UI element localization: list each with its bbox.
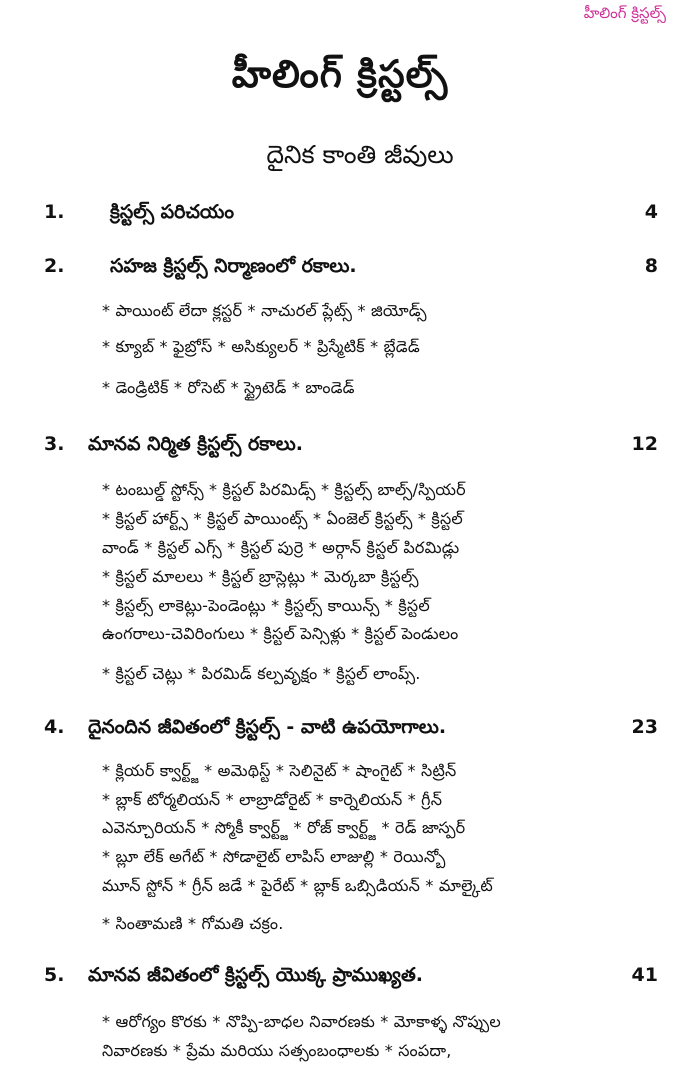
toc-subitem-line: * క్రిస్టల్ చెట్లు * పిరమిడ్ కల్పవృక్షం * క్రిస్టల్ లాంప్స్. xyxy=(102,664,421,683)
toc-entry-3[interactable] xyxy=(0,433,680,467)
toc-entry-number: 3. xyxy=(44,433,65,455)
toc-subitem-line: * క్రిస్టల్స్ లాకెట్లు-పెండెంట్లు * క్రిస్టల్స్ కాయిన్స్ * క్రిస్టల్ xyxy=(102,596,430,615)
toc-subitem-line: ఎవెన్చూరియన్ * స్మోకీ క్వార్ట్జ్ * రోజ్ క్వార్ట్జ్ * రెడ్ జాస్పర్ xyxy=(102,818,466,837)
toc-subitem-line: మూన్ స్టోన్ * గ్రీన్ జడే * పైరేట్ * బ్లాక్ ఒబ్సిడియన్ * మాల్కైట్ xyxy=(102,876,493,895)
toc-entry-2[interactable] xyxy=(0,255,680,289)
toc-entry-1[interactable] xyxy=(0,201,680,235)
running-header: హీలింగ్ క్రిస్టల్స్ xyxy=(583,4,666,22)
toc-entry-number: 4. xyxy=(44,716,65,738)
toc-subitem-line: * ఆరోగ్యం కొరకు * నొప్పి-బాధల నివారణకు * మోకాళ్ళ నొప్పుల xyxy=(102,1012,501,1031)
toc-subitem-line: * క్యూబ్ * ఫైబ్రోస్ * అసిక్యులర్ * ప్రిస్మేటిక్ * బ్లేడెడ్ xyxy=(102,337,420,356)
toc-subitem-line: * డెండ్రిటిక్ * రోసెట్ * స్ట్రైటెడ్ * బాండెడ్ xyxy=(102,378,355,397)
toc-subitem-line: * బ్లాక్ టోర్మలియన్ * లాబ్రాడోరైట్ * కార్నెలియన్ * గ్రీన్ xyxy=(102,790,443,809)
toc-entry-number: 5. xyxy=(44,964,65,986)
toc-subitem-line: నివారణకు * ప్రేమ మరియు సత్సంబంధాలకు * సంపదా, xyxy=(102,1041,452,1060)
toc-subitem-line: * పాయింట్ లేదా క్లస్టర్ * నాచురల్ ప్లేట్స్ * జియోడ్స్ xyxy=(102,301,427,320)
toc-subitem-line: * సింతామణి * గోమతి చక్రం. xyxy=(102,914,284,933)
toc-entry-title: దైనందిన జీవితంలో క్రిస్టల్స్ - వాటి ఉపయోగాలు. xyxy=(88,716,447,738)
toc-entry-page: 23 xyxy=(631,716,658,738)
subtitle: దైనిక కాంతి జీవులు xyxy=(266,140,454,169)
toc-entry-page: 4 xyxy=(644,201,658,223)
toc-subitem-line: * బ్లూ లేక్ అగేట్ * సోడాలైట్ లాపిస్ లాజుల్లి * రెయిన్బో xyxy=(102,847,446,866)
book-title: హీలింగ్ క్రిస్టల్స్ xyxy=(231,52,449,96)
toc-subitem-line: * క్రిస్టల్ మాలలు * క్రిస్టల్ బ్రాస్లెట్లు * మెర్కబా క్రిస్టల్స్ xyxy=(102,567,419,586)
toc-subitem-line: * క్రిస్టల్ హార్ట్స్ * క్రిస్టల్ పాయింట్స్ * ఏంజెల్ క్రిస్టల్స్ * క్రిస్టల్ xyxy=(102,509,463,528)
toc-entry-title: సహజ క్రిస్టల్స్ నిర్మాణంలో రకాలు. xyxy=(110,255,357,277)
toc-entry-page: 8 xyxy=(644,255,658,277)
toc-subitem-line: వాండ్ * క్రిస్టల్ ఎగ్స్ * క్రిస్టల్ పుర్రె * అర్గాన్ క్రిస్టల్ పిరమిడ్లు xyxy=(102,538,460,557)
toc-entry-page: 41 xyxy=(631,964,658,986)
toc-entry-5[interactable] xyxy=(0,964,680,998)
toc-subitem-line: * టంబుల్డ్ స్టోన్స్ * క్రిస్టల్ పిరమిడ్స్ * క్రిస్టల్స్ బాల్స్/స్పియర్ xyxy=(102,480,466,499)
toc-entry-title: మానవ జీవితంలో క్రిస్టల్స్ యొక్క ప్రాముఖ్యత. xyxy=(88,964,423,986)
toc-entry-title: క్రిస్టల్స్ పరిచయం xyxy=(110,201,234,223)
toc-entry-4[interactable] xyxy=(0,716,680,750)
toc-subitem-line: * క్లియర్ క్వార్ట్జ్ * అమెథిస్ట్ * సెలినైట్ * షాంగైట్ * సిట్రిన్ xyxy=(102,761,457,780)
toc-subitem-line: ఉంగరాలు-చెవిరింగులు * క్రిస్టల్ పెన్సిళ్లు * క్రిస్టల్ పెండులం xyxy=(102,624,459,643)
toc-entry-number: 2. xyxy=(44,255,65,277)
toc-entry-page: 12 xyxy=(631,433,658,455)
toc-entry-number: 1. xyxy=(44,201,65,223)
toc-entry-title: మానవ నిర్మిత క్రిస్టల్స్ రకాలు. xyxy=(88,433,303,455)
